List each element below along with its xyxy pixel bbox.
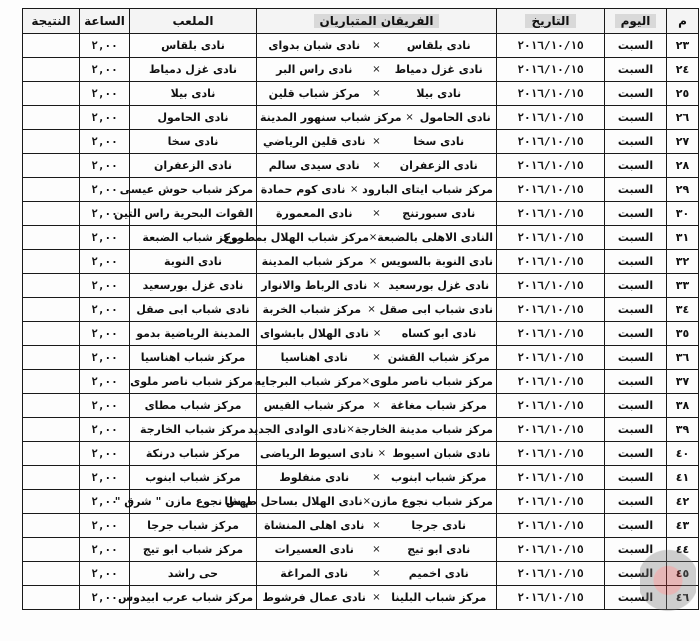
match-teams (257, 106, 497, 130)
match-teams (223, 226, 497, 250)
fixtures-body (23, 34, 699, 610)
match-number: ٣٤ (667, 298, 699, 322)
away-team: نادى الوادى الجديد (247, 423, 347, 436)
away-team: مركز شباب سنهور المدينة (260, 111, 402, 124)
match-result (23, 322, 80, 346)
match-result (23, 442, 80, 466)
table-row (23, 418, 699, 442)
match-teams (257, 562, 497, 586)
match-result (23, 178, 80, 202)
match-venue: مركز شباب عرب ابيدوس (130, 586, 257, 610)
match-result (23, 82, 80, 106)
header-num: م (667, 9, 699, 34)
home-team: نادى غزل بورسعيد (388, 279, 490, 292)
header-day: اليوم (605, 9, 667, 34)
table-row (23, 274, 699, 298)
match-time: ٢,٠٠ (80, 442, 130, 466)
match-time: ٢,٠٠ (80, 394, 130, 418)
match-venue: مركز شباب جرجا (130, 514, 257, 538)
home-team: نادى اخميم (408, 567, 469, 580)
match-number: ٤٣ (667, 514, 699, 538)
header-venue: الملعب (130, 9, 257, 34)
match-day: السبت (605, 394, 667, 418)
match-number: ٣٧ (667, 370, 699, 394)
vs-symbol: × (372, 472, 381, 483)
away-team: مركز شباب الهلال بمطروح (223, 231, 369, 244)
vs-symbol: × (372, 520, 381, 531)
match-number: ٣٩ (667, 418, 699, 442)
match-day: السبت (605, 106, 667, 130)
fixtures-table (22, 8, 699, 610)
header-teams: الفريقان المتباريان (257, 9, 497, 34)
match-date: ٢٠١٦/١٠/١٥ (497, 490, 605, 514)
match-result (23, 466, 80, 490)
match-number: ٣٨ (667, 394, 699, 418)
home-team: النادى الاهلى بالضبعة (377, 231, 493, 244)
match-venue: نادى شباب ابى صقل (130, 298, 257, 322)
match-teams (257, 130, 497, 154)
home-team: مركز شباب القشن (387, 351, 490, 364)
match-time: ٢,٠٠ (80, 82, 130, 106)
match-day: السبت (605, 154, 667, 178)
home-team: نادى النوبة بالسويس (381, 255, 493, 268)
header-time: الساعة (80, 9, 130, 34)
match-date: ٢٠١٦/١٠/١٥ (497, 274, 605, 298)
match-date: ٢٠١٦/١٠/١٥ (497, 58, 605, 82)
header-row (23, 9, 699, 34)
match-venue: نادى بلقاس (130, 34, 257, 58)
vs-symbol: × (372, 400, 381, 411)
match-result (23, 58, 80, 82)
match-time: ٢,٠٠ (80, 370, 130, 394)
match-venue: مركز شباب الضبعة (130, 226, 257, 250)
home-team: مركز شباب نجوع مازن (370, 495, 493, 508)
away-team: مركز شباب قلين (268, 87, 360, 100)
match-teams (257, 250, 497, 274)
match-date: ٢٠١٦/١٠/١٥ (497, 34, 605, 58)
match-date: ٢٠١٦/١٠/١٥ (497, 82, 605, 106)
table-row (23, 562, 699, 586)
away-team: نادى سيدى سالم (268, 159, 360, 172)
match-result (23, 226, 80, 250)
away-team: نادى الرباط والانوار (261, 279, 368, 292)
match-number: ٣١ (667, 226, 699, 250)
table-row (23, 298, 699, 322)
vs-symbol: × (372, 160, 381, 171)
away-team: نادى اهلى المنشاة (264, 519, 365, 532)
match-teams (257, 154, 497, 178)
match-day: السبت (605, 418, 667, 442)
match-time: ٢,٠٠ (80, 250, 130, 274)
home-team: نادى الحامول (419, 111, 491, 124)
match-date: ٢٠١٦/١٠/١٥ (497, 202, 605, 226)
stamp-emblem (640, 548, 696, 620)
match-venue: نادى غزل دمياط (130, 58, 257, 82)
table-row (23, 250, 699, 274)
match-venue: مركز شباب الخارجة (130, 418, 257, 442)
match-result (23, 274, 80, 298)
away-team: نادى الهلال بابشواى (260, 327, 370, 340)
table-row (23, 34, 699, 58)
table-row (23, 154, 699, 178)
away-team: نادى الهلال بساحل طهطا (224, 495, 363, 508)
match-result (23, 370, 80, 394)
match-number: ٤١ (667, 466, 699, 490)
away-team: نادى شبان بدواى (268, 39, 361, 52)
match-day: السبت (605, 178, 667, 202)
match-time: ٢,٠٠ (80, 154, 130, 178)
home-team: نادى بيلا (416, 87, 462, 100)
match-day: السبت (605, 226, 667, 250)
match-date: ٢٠١٦/١٠/١٥ (497, 514, 605, 538)
match-teams (257, 538, 497, 562)
table-row (23, 466, 699, 490)
home-team: مركز شباب ابنوب (391, 471, 487, 484)
home-team: نادى بلقاس (406, 39, 471, 52)
away-team: نادى اسيوط الرياضى (260, 447, 374, 460)
match-result (23, 394, 80, 418)
home-team: مركز شباب مدينة الخارجة (354, 423, 493, 436)
away-team: نادى كوم حمادة (260, 183, 346, 196)
match-time: ٢,٠٠ (80, 298, 130, 322)
vs-symbol: × (367, 304, 376, 315)
home-team: مركز شباب ايتاى البارود (362, 183, 493, 196)
match-day: السبت (605, 322, 667, 346)
match-venue: حى راشد (130, 562, 257, 586)
away-team: نادى عمال فرشوط (262, 591, 366, 604)
match-day: السبت (605, 442, 667, 466)
match-result (23, 34, 80, 58)
match-day: السبت (605, 130, 667, 154)
match-teams (224, 490, 497, 514)
match-result (23, 490, 80, 514)
table-row (23, 106, 699, 130)
match-number: ٢٨ (667, 154, 699, 178)
match-result (23, 514, 80, 538)
match-result (23, 202, 80, 226)
match-venue: مركز شباب مطاى (130, 394, 257, 418)
match-result (23, 418, 80, 442)
match-time: ٢,٠٠ (80, 106, 130, 130)
match-day: السبت (605, 370, 667, 394)
match-number: ٢٦ (667, 106, 699, 130)
away-team: نادى العسيرات (274, 543, 354, 556)
table-row (23, 538, 699, 562)
match-teams (257, 82, 497, 106)
match-number: ٣٦ (667, 346, 699, 370)
home-team: نادى ابو كساه (401, 327, 477, 340)
table-row (23, 514, 699, 538)
match-day: السبت (605, 490, 667, 514)
vs-symbol: × (372, 208, 381, 219)
table-row (23, 490, 699, 514)
match-date: ٢٠١٦/١٠/١٥ (497, 250, 605, 274)
match-date: ٢٠١٦/١٠/١٥ (497, 154, 605, 178)
match-date: ٢٠١٦/١٠/١٥ (497, 466, 605, 490)
vs-symbol: × (372, 280, 381, 291)
match-result (23, 346, 80, 370)
match-teams (257, 514, 497, 538)
match-teams (257, 466, 497, 490)
match-result (23, 538, 80, 562)
match-date: ٢٠١٦/١٠/١٥ (497, 442, 605, 466)
match-number: ٢٥ (667, 82, 699, 106)
away-team: مركز شباب الخربة (262, 303, 362, 316)
table-row (23, 394, 699, 418)
match-teams (257, 322, 497, 346)
match-day: السبت (605, 466, 667, 490)
match-time: ٢,٠٠ (80, 538, 130, 562)
home-team: نادى الزعفران (399, 159, 478, 172)
match-venue: نادى بيلا (130, 82, 257, 106)
home-team: نادى سبورتنج (402, 207, 476, 220)
match-venue: نادى سخا (130, 130, 257, 154)
match-time: ٢,٠٠ (80, 274, 130, 298)
vs-symbol: × (372, 136, 381, 147)
match-time: ٢,٠٠ (80, 202, 130, 226)
match-teams (247, 418, 497, 442)
match-teams (257, 586, 497, 610)
match-number: ٢٧ (667, 130, 699, 154)
vs-symbol: × (405, 112, 414, 123)
match-date: ٢٠١٦/١٠/١٥ (497, 586, 605, 610)
match-number: ٣٥ (667, 322, 699, 346)
match-venue: مركز شباب حوش عيسى (130, 178, 257, 202)
match-venue: نادى الزعفران (130, 154, 257, 178)
home-team: نادى غزل دمياط (394, 63, 483, 76)
match-time: ٢,٠٠ (80, 418, 130, 442)
match-number: ٢٩ (667, 178, 699, 202)
match-time: ٢,٠٠ (80, 346, 130, 370)
match-teams (257, 442, 497, 466)
match-result (23, 154, 80, 178)
away-team: نادى منفلوط (279, 471, 350, 484)
table-row (23, 322, 699, 346)
table-row (23, 586, 699, 610)
match-teams (257, 202, 497, 226)
match-date: ٢٠١٦/١٠/١٥ (497, 226, 605, 250)
match-number: ٤٤ (667, 538, 699, 562)
table-row (23, 130, 699, 154)
table-row (23, 370, 699, 394)
match-day: السبت (605, 514, 667, 538)
home-team: نادى شباب ابى صقل (379, 303, 493, 316)
match-venue: المدينة الرياضية بدمو (130, 322, 257, 346)
vs-symbol: × (362, 496, 371, 507)
vs-symbol: × (372, 40, 381, 51)
vs-symbol: × (368, 232, 378, 243)
vs-symbol: × (372, 352, 381, 363)
match-number: ٢٣ (667, 34, 699, 58)
match-day: السبت (605, 82, 667, 106)
vs-symbol: × (361, 376, 371, 387)
table-row (23, 346, 699, 370)
vs-symbol: × (372, 544, 381, 555)
match-result (23, 562, 80, 586)
match-number: ٤٢ (667, 490, 699, 514)
header-result: النتيجة (23, 9, 80, 34)
home-team: مركز شباب البلينا (391, 591, 487, 604)
match-number: ٤٥ (667, 562, 699, 586)
vs-symbol: × (372, 328, 382, 339)
table-row (23, 442, 699, 466)
away-team: مركز شباب البرجايه (254, 375, 362, 388)
away-team: نادى اهناسيا (280, 351, 348, 364)
vs-symbol: × (377, 448, 386, 459)
match-result (23, 586, 80, 610)
home-team: نادى جرجا (411, 519, 467, 532)
match-venue: مركز شباب ابو تيج (130, 538, 257, 562)
home-team: مركز شباب مغاغة (390, 399, 487, 412)
match-time: ٢,٠٠ (80, 490, 130, 514)
match-date: ٢٠١٦/١٠/١٥ (497, 298, 605, 322)
match-day: السبت (605, 202, 667, 226)
match-venue: مركز شباب ابنوب (130, 466, 257, 490)
match-teams (257, 394, 497, 418)
match-time: ٢,٠٠ (80, 226, 130, 250)
match-result (23, 130, 80, 154)
match-result (23, 298, 80, 322)
table-row (23, 178, 699, 202)
match-number: ٤٦ (667, 586, 699, 610)
table-row (23, 202, 699, 226)
match-date: ٢٠١٦/١٠/١٥ (497, 394, 605, 418)
match-number: ٣٢ (667, 250, 699, 274)
match-time: ٢,٠٠ (80, 562, 130, 586)
match-time: ٢,٠٠ (80, 58, 130, 82)
match-date: ٢٠١٦/١٠/١٥ (497, 130, 605, 154)
match-result (23, 250, 80, 274)
match-venue: نادى النوبة (130, 250, 257, 274)
table-row (23, 82, 699, 106)
match-date: ٢٠١٦/١٠/١٥ (497, 418, 605, 442)
match-teams (254, 370, 497, 394)
vs-symbol: × (346, 424, 355, 435)
match-teams (257, 274, 497, 298)
match-date: ٢٠١٦/١٠/١٥ (497, 538, 605, 562)
match-day: السبت (605, 562, 667, 586)
match-date: ٢٠١٦/١٠/١٥ (497, 178, 605, 202)
match-time: ٢,٠٠ (80, 34, 130, 58)
table-row (23, 226, 699, 250)
away-team: نادى المعمورة (276, 207, 353, 220)
match-day: السبت (605, 250, 667, 274)
home-team: نادى سخا (413, 135, 465, 148)
match-date: ٢٠١٦/١٠/١٥ (497, 106, 605, 130)
match-teams (257, 58, 497, 82)
match-date: ٢٠١٦/١٠/١٥ (497, 370, 605, 394)
match-time: ٢,٠٠ (80, 130, 130, 154)
match-date: ٢٠١٦/١٠/١٥ (497, 562, 605, 586)
match-day: السبت (605, 346, 667, 370)
match-day: السبت (605, 58, 667, 82)
match-venue: القوات البحرية راس التين (130, 202, 257, 226)
match-date: ٢٠١٦/١٠/١٥ (497, 322, 605, 346)
match-venue: نادى الحامول (130, 106, 257, 130)
match-day: السبت (605, 34, 667, 58)
match-time: ٢,٠٠ (80, 466, 130, 490)
match-teams (257, 298, 497, 322)
match-time: ٢,٠٠ (80, 586, 130, 610)
match-day: السبت (605, 274, 667, 298)
away-team: نادى المراغة (280, 567, 349, 580)
match-venue: مركز شباب اهناسيا (130, 346, 257, 370)
vs-symbol: × (372, 592, 381, 603)
vs-symbol: × (368, 256, 378, 267)
match-day: السبت (605, 586, 667, 610)
match-teams (257, 346, 497, 370)
match-time: ٢,٠٠ (80, 178, 130, 202)
match-number: ٢٤ (667, 58, 699, 82)
match-number: ٤٠ (667, 442, 699, 466)
match-result (23, 106, 80, 130)
vs-symbol: × (372, 88, 381, 99)
match-day: السبت (605, 538, 667, 562)
match-time: ٢,٠٠ (80, 514, 130, 538)
away-team: مركز شباب القيس (263, 399, 365, 412)
match-time: ٢,٠٠ (80, 322, 130, 346)
match-number: ٣٣ (667, 274, 699, 298)
match-number: ٣٠ (667, 202, 699, 226)
match-teams (257, 178, 497, 202)
match-venue: مركز شباب درنكة (130, 442, 257, 466)
home-team: نادى شبان اسيوط (392, 447, 491, 460)
vs-symbol: × (372, 64, 381, 75)
vs-symbol: × (349, 184, 359, 195)
match-day: السبت (605, 298, 667, 322)
home-team: مركز شباب ناصر ملوى (370, 375, 493, 388)
header-date: التاريخ (497, 9, 605, 34)
vs-symbol: × (372, 568, 381, 579)
match-date: ٢٠١٦/١٠/١٥ (497, 346, 605, 370)
table-row (23, 58, 699, 82)
home-team: نادى ابو تيج (407, 543, 471, 556)
match-venue: مركز شباب ناصر ملوى (130, 370, 257, 394)
away-team: نادى قلين الرياضي (263, 135, 366, 148)
match-teams (257, 34, 497, 58)
match-venue: م ش نجوع مازن " شرق " (130, 490, 257, 514)
away-team: مركز شباب المدينة (261, 255, 364, 268)
away-team: نادى راس البر (276, 63, 353, 76)
match-venue: نادى غزل بورسعيد (130, 274, 257, 298)
